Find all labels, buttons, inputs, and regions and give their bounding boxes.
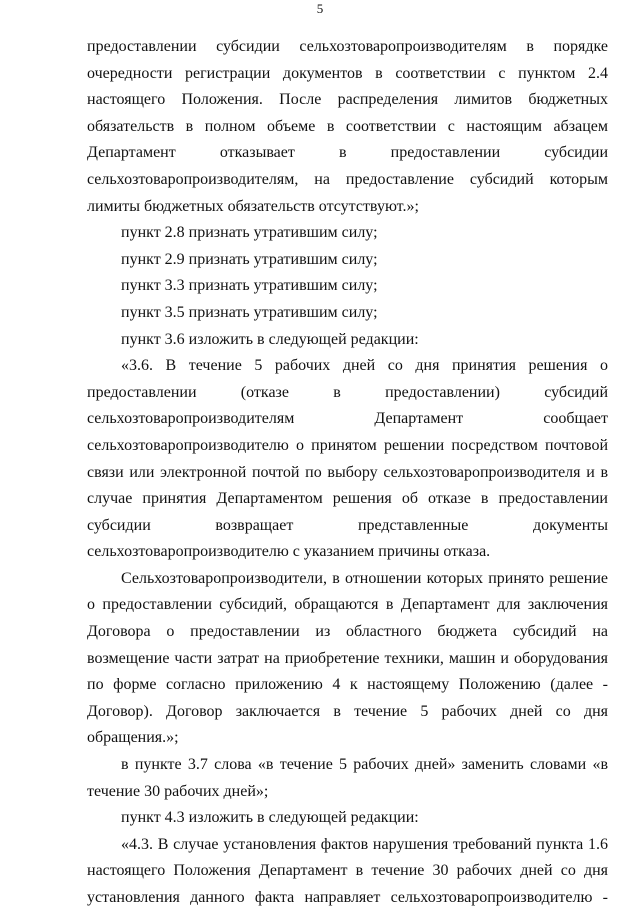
paragraph-quote-4-3: «4.3. В случае установления фактов нарушения требований пункта 1.6 настоящего Положения Департамент в течение 30 рабочих дней со дня установления данного факта направляет сельхозтоваропроизводителю - [87,835,608,906]
paragraph-quote-3-6: «3.6. В течение 5 рабочих дней со дня принятия решения о предоставлении (отказе в предоставлении) субсидий сельхозтоваропроизводителям Департамент сообщает сельхозтоваропроизводителю о принятом решении посредством почтовой связи или электронной почтой по выбору сельхозтоваропроизводителя и в случае принятия Департаментом решения об отказе в предоставлении субсидии возвращает представленные документы сельхозтоваропроизводителю с указанием причины отказа. [87,357,608,561]
page-number: 5 [316,1,324,16]
paragraph-item-2-8: пункт 2.8 признать утратившим силу; [121,224,378,242]
paragraph-producers: Сельхозтоваропроизводители, в отношении которых принято решение о предоставлении субсидий, обращаются в Департамент для заключения Договора о предоставлении из областного бюджета субсидий на возмещение части затрат на приобретение техники, машин и оборудования по форме согласно приложению 4 к настоящему Положению (далее - Договор). Договор заключается в течение 5 рабочих дней со дня обращения.»; [87,569,608,747]
paragraph-item-3-3: пункт 3.3 признать утратившим силу; [121,277,378,295]
paragraph-item-4-3: пункт 4.3 изложить в следующей редакции: [121,809,419,827]
paragraph-continuation: предоставлении субсидии сельхозтоваропроизводителям в порядке очередности регистрации документов в соответствии с пунктом 2.4 настоящего Положения. После распределения лимитов бюджетных обязательств в полном объеме в соответствии с настоящим абзацем Департамент отказывает в предоставлении субсидии сельхозтоваропроизводителям, на предоставление субсидий которым лимиты бюджетных обязательств отсутствуют.»; [87,38,608,215]
paragraph-item-3-5: пункт 3.5 признать утратившим силу; [121,303,378,321]
document-body [87,34,608,912]
paragraph-item-3-7: в пункте 3.7 слова «в течение 5 рабочих дней» заменить словами «в течение 30 рабочих дней»; [87,756,608,800]
paragraph-item-2-9: пункт 2.9 признать утратившим силу; [121,250,378,268]
paragraph-item-3-6: пункт 3.6 изложить в следующей редакции: [121,330,419,348]
